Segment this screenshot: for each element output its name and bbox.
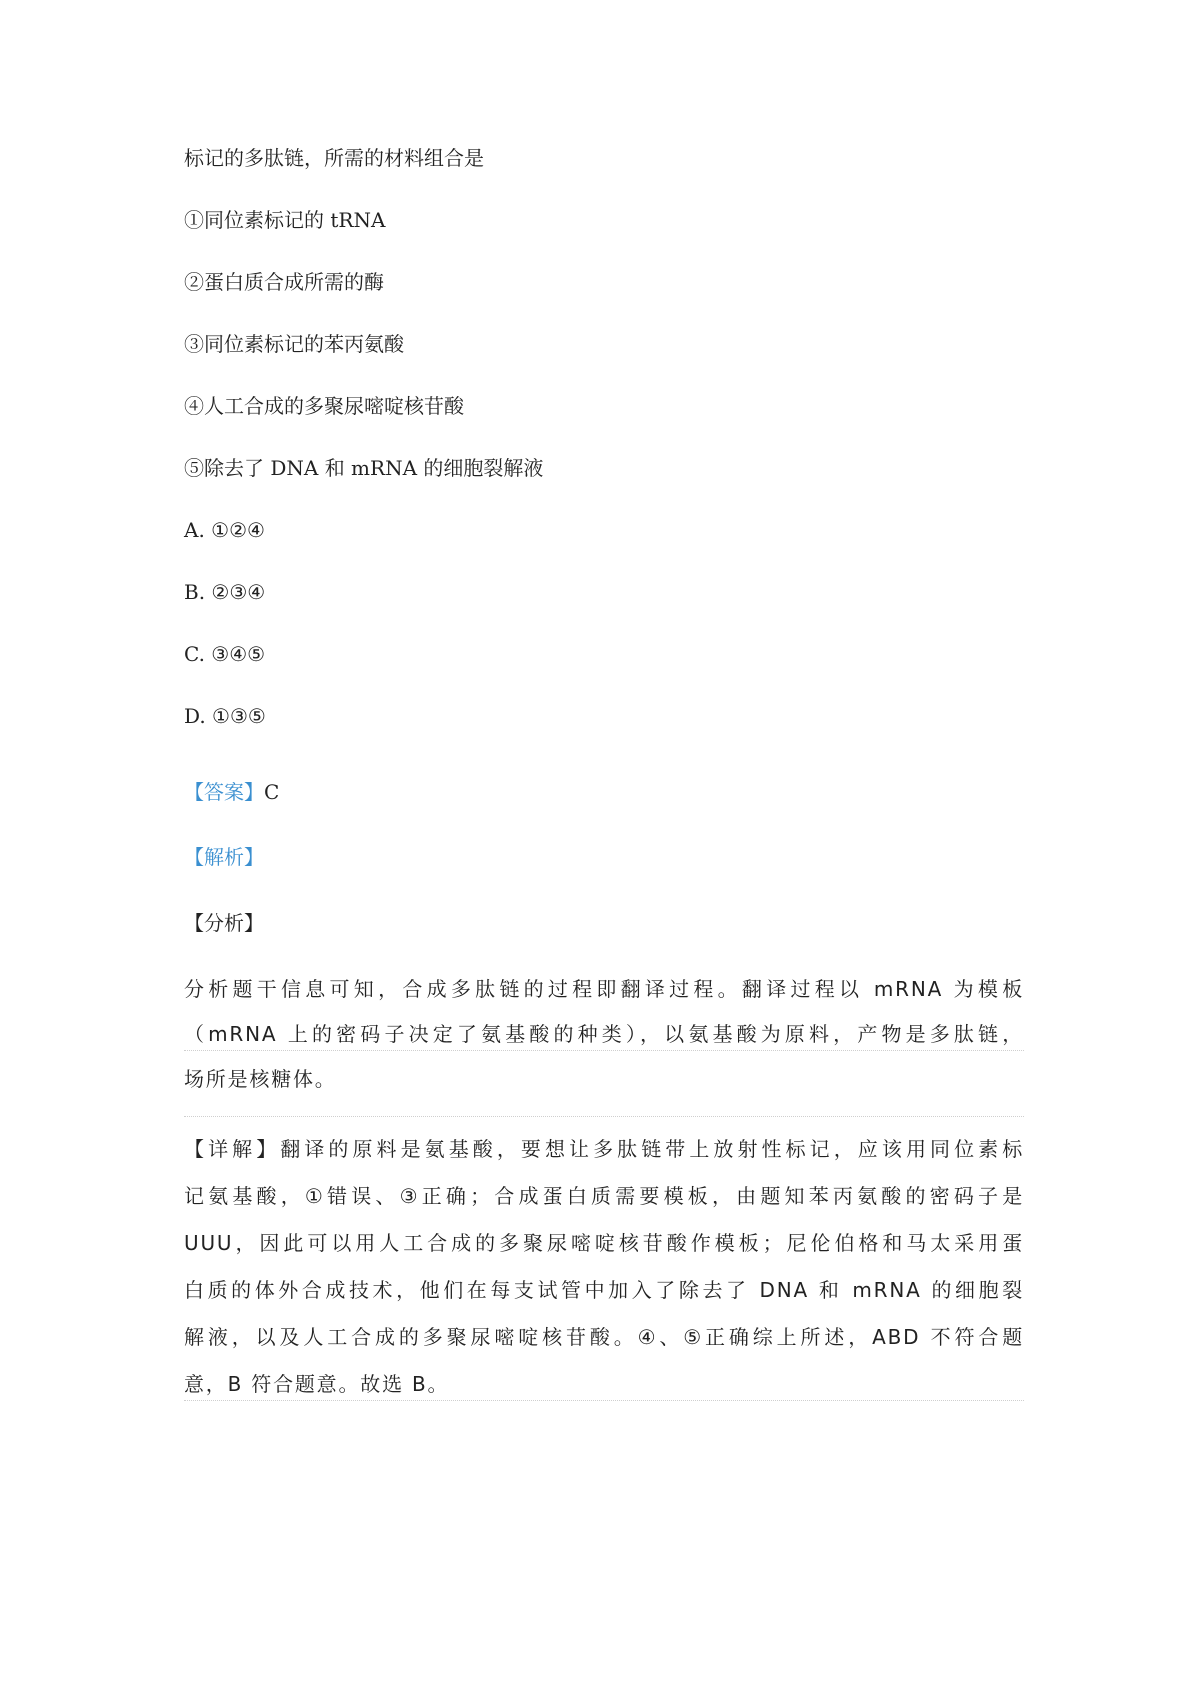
analysis-label: 【分析】 <box>184 911 264 935</box>
question-stem: 标记的多肽链，所需的材料组合是 <box>184 146 484 170</box>
detail-line-2: 记氨基酸，①错误、③正确；合成蛋白质需要模板，由题知苯丙氨酸的密码子是 <box>184 1184 1024 1208</box>
option-b: B. ②③④ <box>184 580 266 604</box>
analysis-line-2: （mRNA 上的密码子决定了氨基酸的种类），以氨基酸为原料，产物是多肽链， <box>184 1022 1024 1046</box>
answer-value: C <box>264 780 280 804</box>
analysis-paragraph <box>184 976 1024 1092</box>
option-c: C. ③④⑤ <box>184 642 266 666</box>
question-item-2: ②蛋白质合成所需的酶 <box>184 270 384 294</box>
question-item-3: ③同位素标记的苯丙氨酸 <box>184 332 404 356</box>
explanation-label: 【解析】 <box>184 845 264 869</box>
answer-line <box>184 780 279 804</box>
dotted-divider <box>184 1400 1024 1401</box>
detail-line-5: 解液，以及人工合成的多聚尿嘧啶核苷酸。④、⑤正确综上所述，ABD 不符合题 <box>184 1325 1024 1349</box>
detail-line-6: 意，B 符合题意。故选 B。 <box>184 1372 450 1396</box>
dotted-divider <box>184 1116 1024 1117</box>
analysis-line-3: 场所是核糖体。 <box>184 1067 337 1091</box>
question-item-1: ①同位素标记的 tRNA <box>184 208 386 232</box>
detail-line-1: 【详解】翻译的原料是氨基酸，要想让多肽链带上放射性标记，应该用同位素标 <box>184 1137 1024 1161</box>
question-item-4: ④人工合成的多聚尿嘧啶核苷酸 <box>184 394 464 418</box>
answer-label: 【答案】 <box>184 780 264 804</box>
option-d: D. ①③⑤ <box>184 704 266 728</box>
option-a: A. ①②④ <box>184 518 265 542</box>
detail-paragraph <box>184 1136 1024 1397</box>
dotted-divider <box>184 1050 1024 1051</box>
detail-line-3: UUU，因此可以用人工合成的多聚尿嘧啶核苷酸作模板；尼伦伯格和马太采用蛋 <box>184 1231 1024 1255</box>
analysis-line-1: 分析题干信息可知，合成多肽链的过程即翻译过程。翻译过程以 mRNA 为模板 <box>184 977 1024 1001</box>
question-item-5: ⑤除去了 DNA 和 mRNA 的细胞裂解液 <box>184 456 544 480</box>
detail-line-4: 白质的体外合成技术，他们在每支试管中加入了除去了 DNA 和 mRNA 的细胞裂 <box>184 1278 1024 1302</box>
